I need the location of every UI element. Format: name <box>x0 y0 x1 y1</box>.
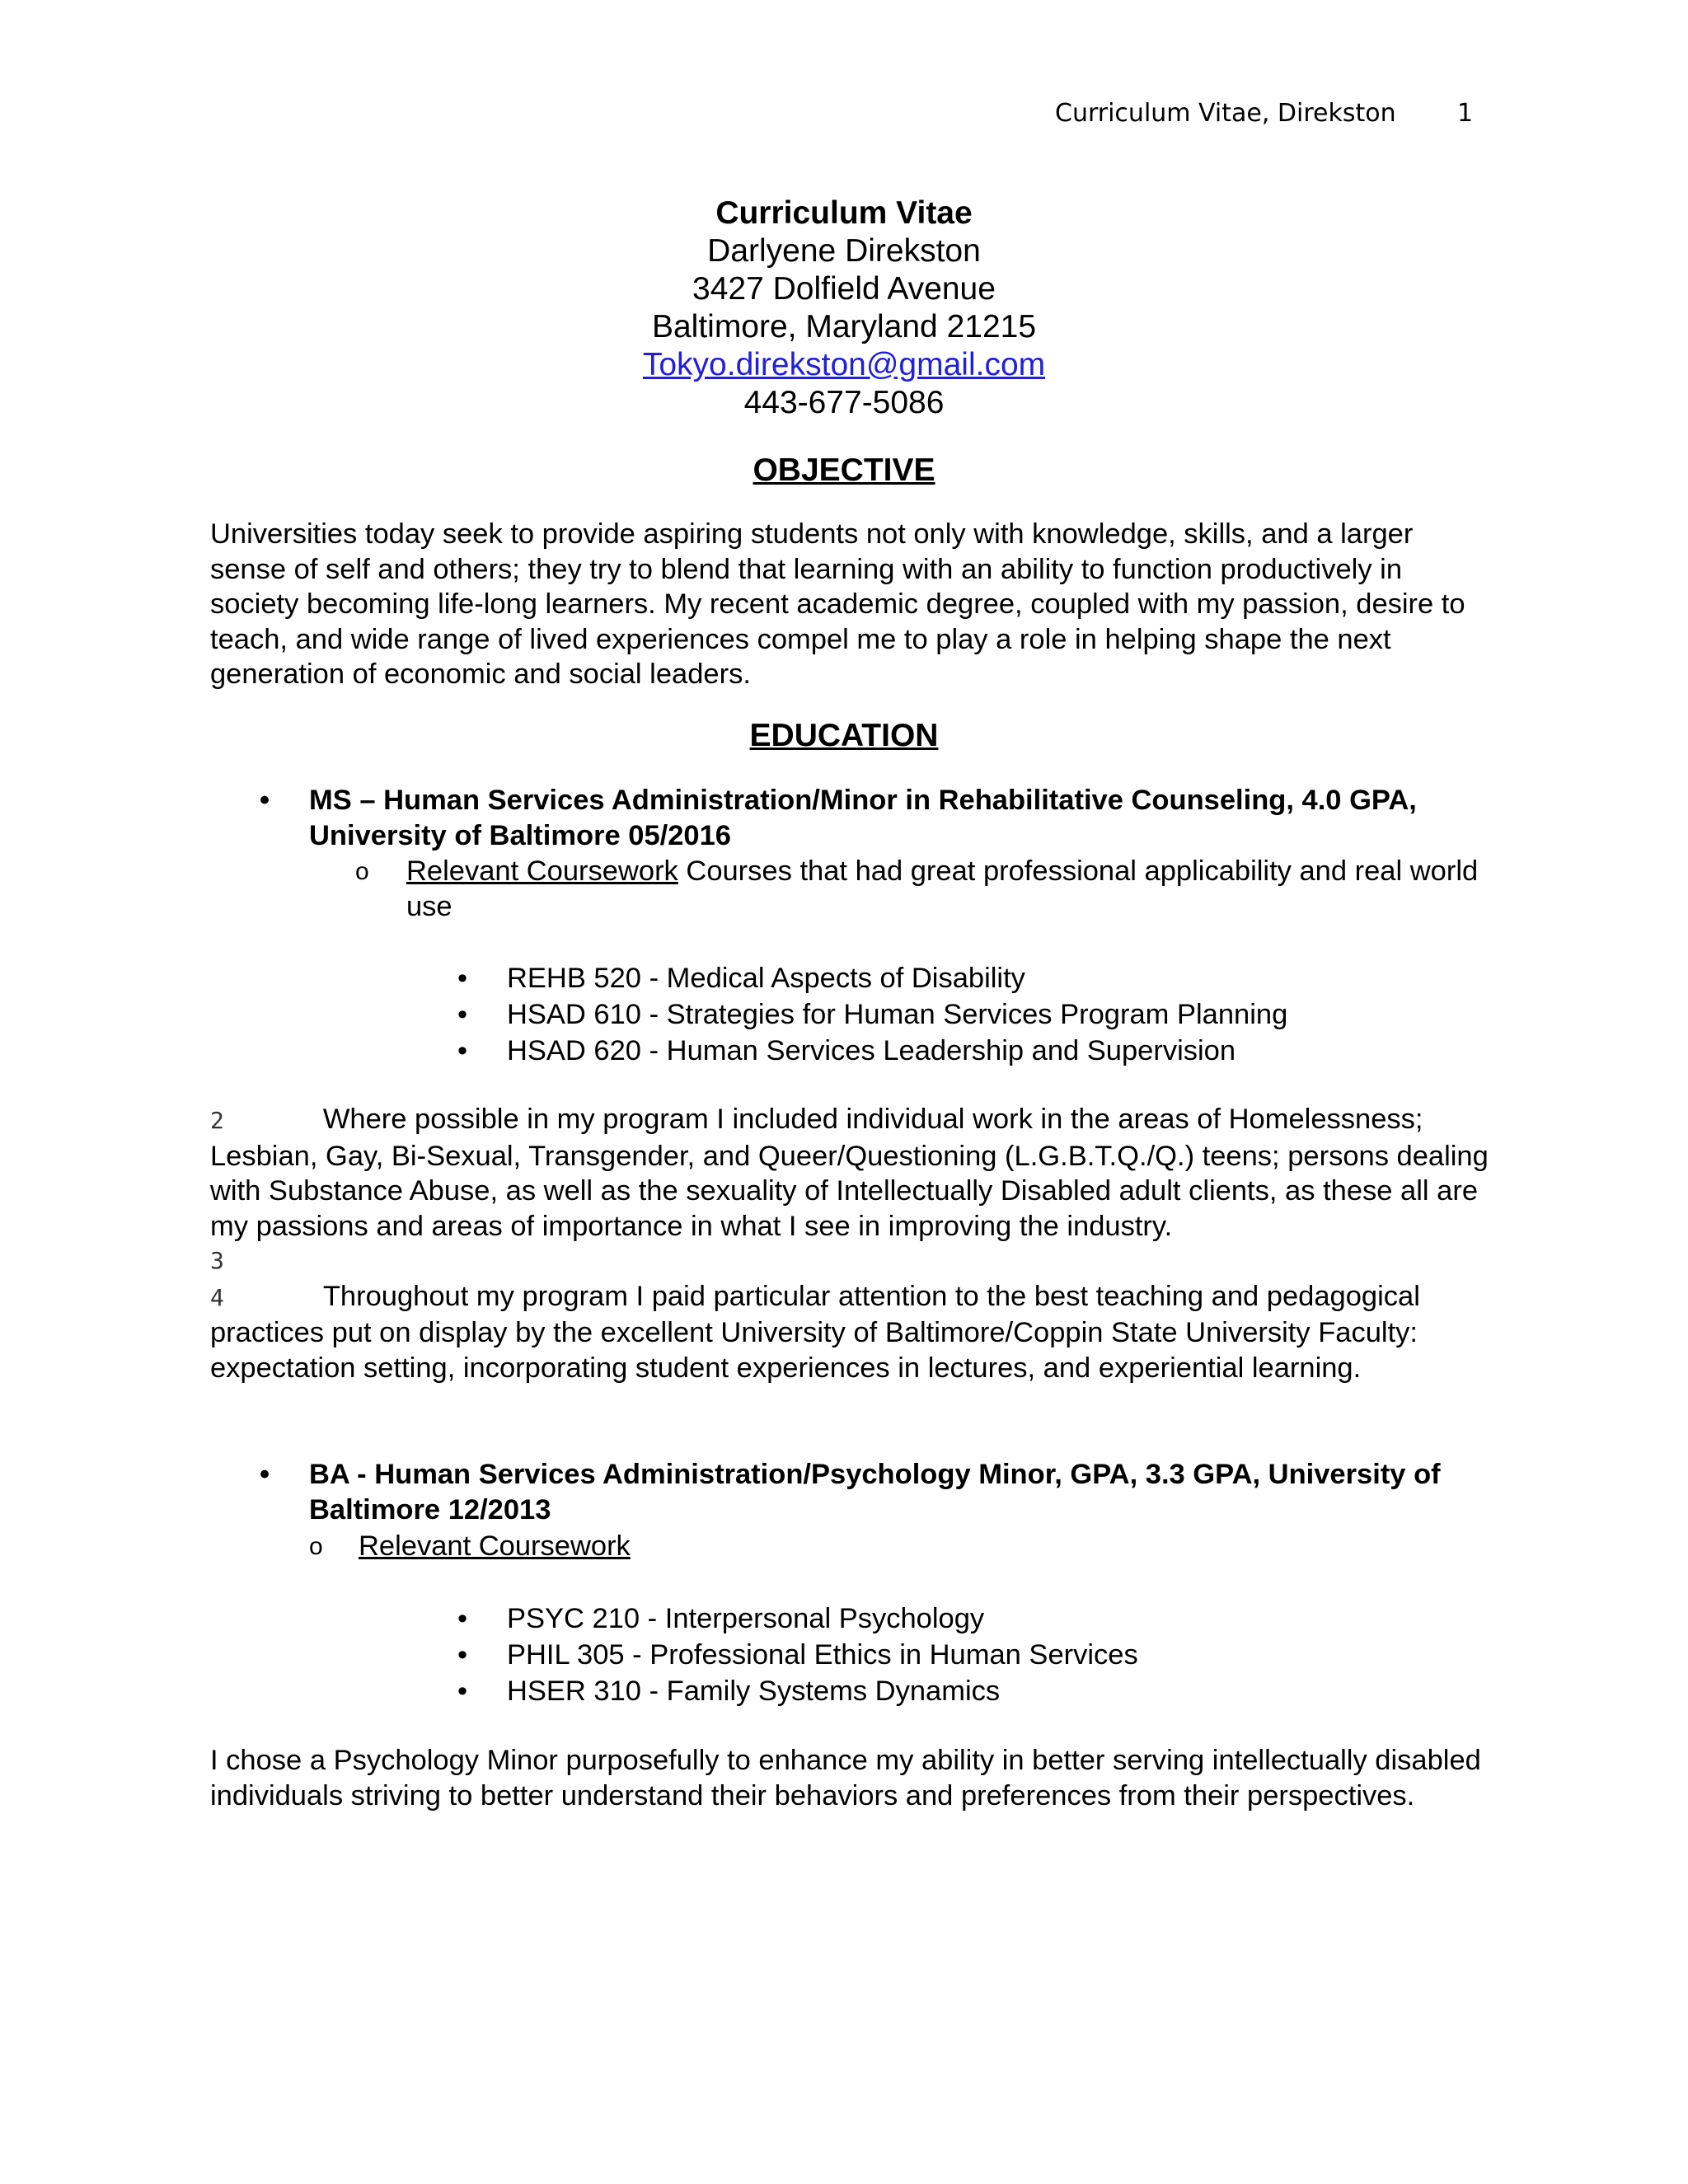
ba-coursework-item <box>210 1529 1496 1564</box>
ms-course-list <box>457 960 1496 1069</box>
document-title: Curriculum Vitae <box>715 195 973 231</box>
list-item: • HSAD 610 - Strategies for Human Services Program Planning <box>457 996 1496 1033</box>
phone-number: 443-677-5086 <box>743 385 945 420</box>
ba-degree-text: BA - Human Services Administration/Psychology Minor, GPA, 3.3 GPA, University of Baltimore 12/2013 <box>309 1459 1441 1526</box>
ms-degree-text: MS – Human Services Administration/Minor in Rehabilitative Counseling, 4.0 GPA, University of Baltimore 05/2016 <box>309 785 1417 851</box>
page-number: 1 <box>1457 99 1474 128</box>
note-number: 3 <box>210 1247 224 1274</box>
ba-closing-paragraph: I chose a Psychology Minor purposefully to enhance my ability in better serving intellectually disabled individuals striving to better understand their behaviors and preferences from their perspectives. <box>210 1745 1481 1811</box>
note-2-paragraph <box>210 1102 1496 1385</box>
list-item: • PSYC 210 - Interpersonal Psychology <box>457 1601 1496 1637</box>
name: Darlyene Direkston <box>707 233 981 269</box>
list-item: • PHIL 305 - Professional Ethics in Human Services <box>457 1637 1496 1673</box>
note-number: 2 <box>210 1107 224 1134</box>
email-link[interactable]: Tokyo.direkston@gmail.com <box>642 347 1046 382</box>
circle-bullet-icon: o <box>309 1533 323 1560</box>
running-header <box>1055 97 1484 130</box>
objective-text: Universities today seek to provide aspiring students not only with knowledge, skills, and a larger sense of self and others; they try to blend that learning with an ability to function productively in society becoming life-long learners. My recent academic degree, coupled with my passion, desire to teach, and wide range of lived experiences compel me to play a role in helping shape the next generation of economic and social leaders. <box>210 518 1465 690</box>
education-heading: EDUCATION <box>749 718 939 753</box>
running-title: Curriculum Vitae, Direkston <box>1055 99 1396 128</box>
ba-coursework-label: Relevant Coursework <box>359 1530 631 1562</box>
circle-bullet-icon: o <box>355 858 369 885</box>
street-address: 3427 Dolfield Avenue <box>692 271 996 307</box>
ms-coursework-desc: Courses that had great professional applicability and real world use <box>406 855 1479 922</box>
ms-coursework-label: Relevant Coursework <box>406 855 678 887</box>
ms-coursework-item <box>210 854 1496 925</box>
ms-degree-item <box>210 783 1496 854</box>
ba-degree-item <box>210 1457 1496 1528</box>
bullet-icon: • <box>260 1459 270 1490</box>
contact-block <box>0 194 1688 422</box>
note-2-text: Where possible in my program I included individual work in the areas of Homelessness; Lesbian, Gay, Bi-Sexual, Transgender, and Queer/Questioning (L.G.B.T.Q./Q.) teens; persons dealing with Substance Abuse, as well as the sexuality of Intellectually Disabled adult clients, as these all are my passions and areas of importance in what I see in improving the industry. <box>210 1104 1489 1242</box>
ba-course-list <box>457 1601 1496 1709</box>
list-item: • HSER 310 - Family Systems Dynamics <box>457 1673 1496 1709</box>
bullet-icon: • <box>260 785 270 816</box>
list-item: • HSAD 620 - Human Services Leadership and Supervision <box>457 1033 1496 1069</box>
note-4-text: Throughout my program I paid particular attention to the best teaching and pedagogical practices put on display by the excellent University of Baltimore/Coppin State University Faculty: expectation setting, incorporating student experiences in lectures, and experiential learning. <box>210 1280 1420 1384</box>
objective-heading: OBJECTIVE <box>753 452 935 488</box>
note-number: 4 <box>210 1283 224 1311</box>
city-state-zip: Baltimore, Maryland 21215 <box>651 309 1037 344</box>
list-item: • REHB 520 - Medical Aspects of Disability <box>457 960 1496 996</box>
